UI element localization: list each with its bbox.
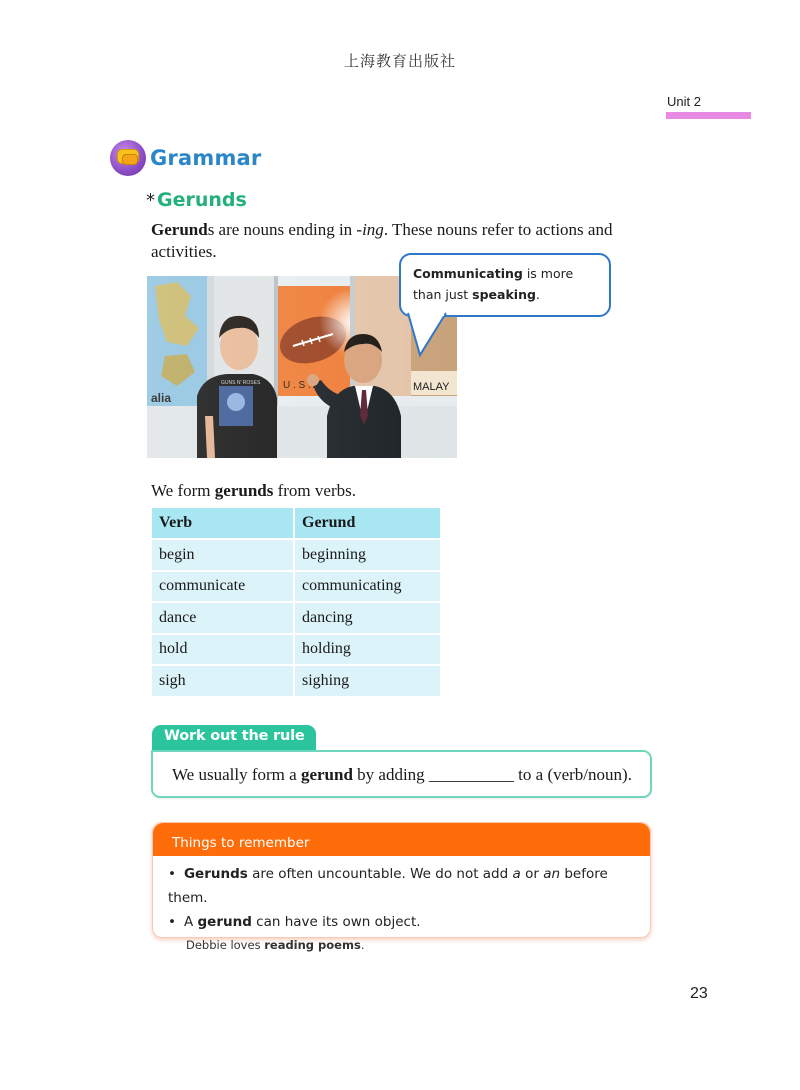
table-cell-verb: communicate [152, 572, 295, 604]
article-an: an [543, 866, 561, 882]
form-line-term: gerunds [214, 481, 274, 500]
things-to-remember-box [152, 822, 651, 952]
verb-gerund-table [152, 508, 440, 698]
table-cell-verb: dance [152, 603, 295, 635]
intro-part1: s are nouns ending in - [207, 220, 363, 239]
remember-text: A [183, 914, 198, 930]
table-cell-verb: hold [152, 635, 295, 667]
list-item [168, 910, 650, 934]
table-cell-gerund: beginning [295, 540, 440, 572]
speech-term-communicating: Communicating [413, 266, 523, 281]
remember-or: or [520, 866, 544, 882]
rule-term: gerund [300, 765, 353, 784]
grammar-heading [110, 140, 261, 176]
remember-term: Gerunds [183, 866, 248, 882]
speech-bubbles-icon [110, 140, 146, 176]
table-cell-gerund: holding [295, 635, 440, 667]
form-line-before: We form [151, 481, 215, 500]
example-end: . [360, 938, 365, 952]
unit-bar [666, 112, 751, 119]
speech-bubble-tail [406, 313, 456, 359]
form-gerunds-sentence [151, 481, 356, 501]
table-cell-verb: sigh [152, 666, 295, 698]
speech-term-speaking: speaking [472, 287, 536, 302]
remember-text: are often uncountable. We do not add [247, 866, 513, 882]
table-header-row [152, 508, 440, 540]
table-cell-gerund: dancing [295, 603, 440, 635]
remember-text: can have its own object. [251, 914, 421, 930]
table-row [152, 572, 440, 604]
page-number: 23 [690, 985, 708, 1002]
grammar-title: Grammar [150, 146, 262, 170]
speech-mid: is more than just [413, 266, 574, 302]
table-cell-verb: begin [152, 540, 295, 572]
table-cell-gerund: sighing [295, 666, 440, 698]
example-pre: Debbie loves [186, 938, 265, 952]
remember-text: before them. [168, 866, 608, 906]
table-row [152, 540, 440, 572]
gerunds-heading [146, 189, 247, 211]
unit-label: Unit 2 [667, 94, 701, 109]
table-row [152, 666, 440, 698]
work-out-rule-sentence [172, 765, 632, 785]
things-to-remember-title: Things to remember [153, 823, 650, 856]
rule-before: We usually form a [172, 765, 301, 784]
table-row [152, 635, 440, 667]
table-header-verb: Verb [152, 508, 295, 540]
work-out-rule-tab: Work out the rule [152, 725, 316, 751]
table-cell-gerund: communicating [295, 572, 440, 604]
form-line-after: from verbs. [273, 481, 356, 500]
gerunds-title: Gerunds [157, 189, 247, 211]
publisher-name: 上海教育出版社 [343, 52, 456, 70]
rule-after: by adding __________ to a (verb/noun). [352, 765, 632, 784]
list-item [168, 862, 650, 910]
unit-tab [666, 94, 751, 119]
example-sentence [153, 934, 650, 952]
speech-bubble [399, 253, 611, 317]
remember-list [153, 856, 650, 934]
work-out-rule-box [151, 750, 652, 798]
table-header-gerund: Gerund [295, 508, 440, 540]
example-term: reading poems [264, 938, 361, 952]
speech-end: . [535, 287, 540, 302]
intro-term: Gerund [151, 220, 208, 239]
remember-term: gerund [197, 914, 252, 930]
intro-part2: . These nouns refer to actions and activities. [151, 220, 613, 261]
asterisk-mark: * [146, 190, 155, 211]
intro-suffix: ing [362, 220, 384, 239]
table-row [152, 603, 440, 635]
article-a: a [512, 866, 521, 882]
